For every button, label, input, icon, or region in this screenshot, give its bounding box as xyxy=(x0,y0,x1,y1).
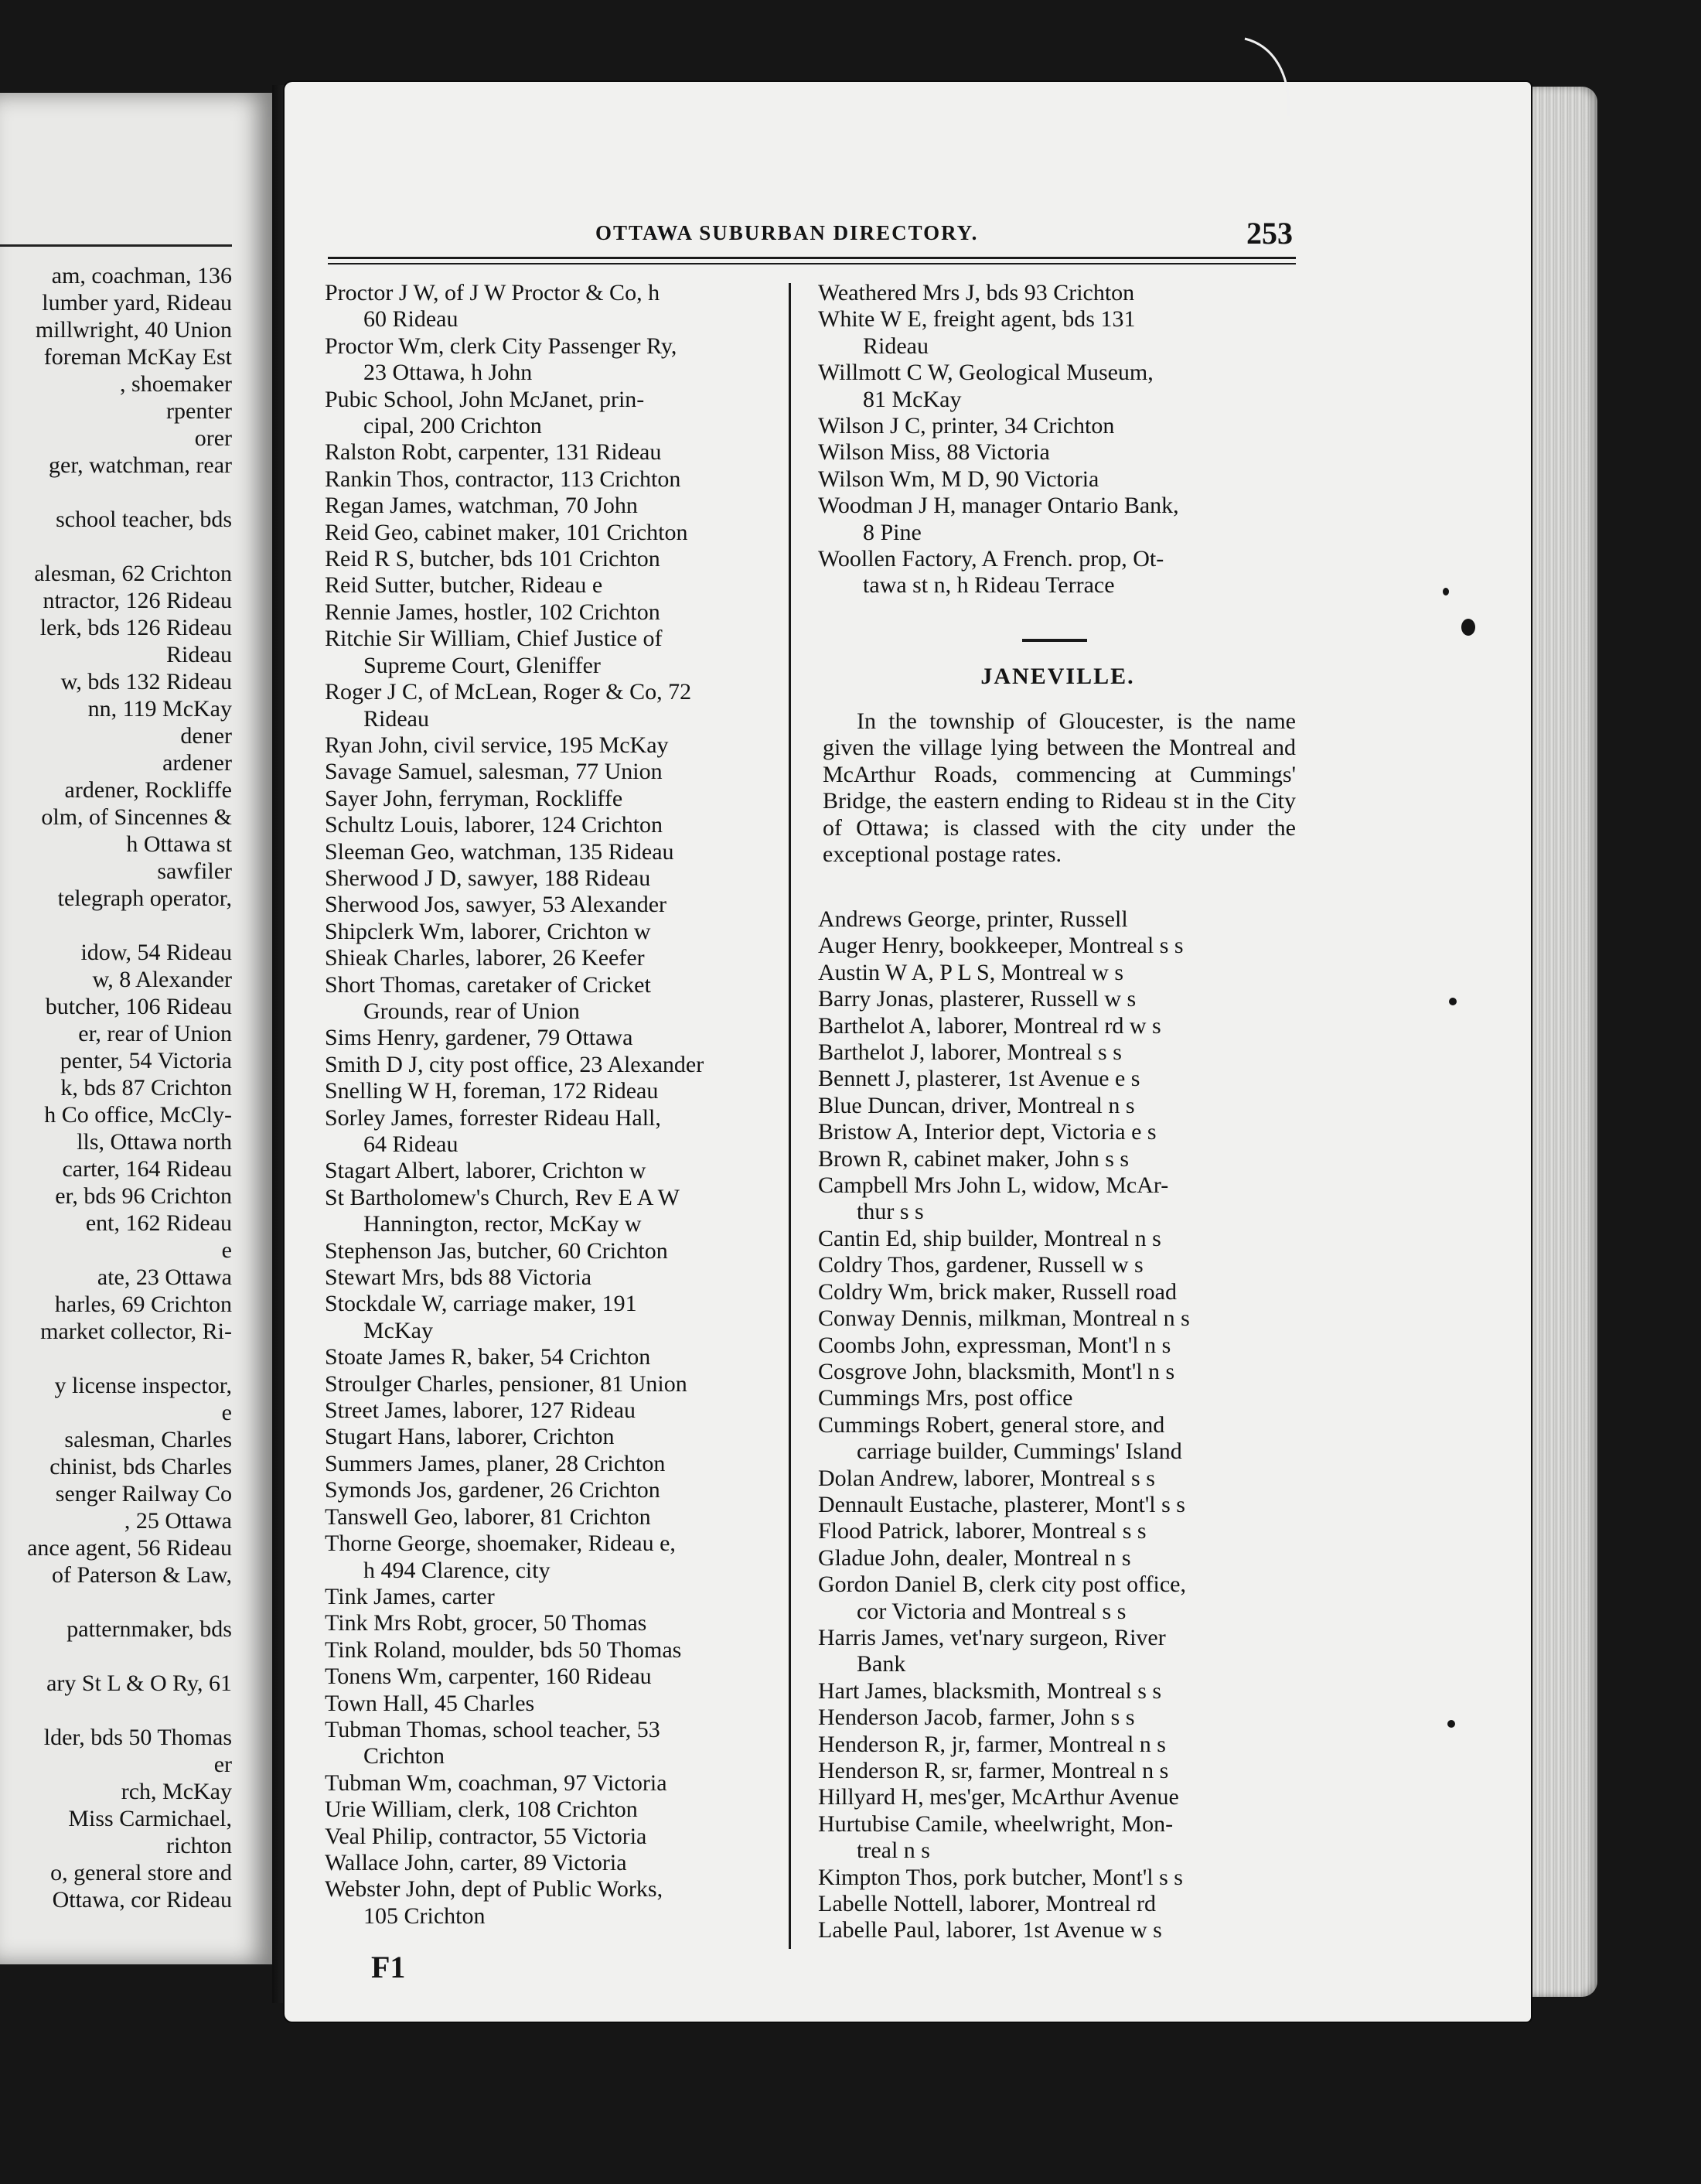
entry-text: Tubman Thomas, school teacher, 53 xyxy=(325,1716,660,1742)
entry-text: Gladue John, dealer, Montreal n s xyxy=(818,1544,1131,1571)
entry-text: Flood Patrick, laborer, Montreal s s xyxy=(818,1518,1147,1544)
entry-text: Ralston Robt, carpenter, 131 Rideau xyxy=(325,439,662,466)
entry-text: Coldry Wm, brick maker, Russell road xyxy=(818,1278,1177,1305)
left-page-line: o, general store and xyxy=(50,1860,232,1885)
entry-continuation: cipal, 200 Crichton xyxy=(363,413,542,439)
directory-entry xyxy=(818,439,1297,466)
entry-text: Stugart Hans, laborer, Crichton xyxy=(325,1424,615,1450)
entry-text: Sleeman Geo, watchman, 135 Rideau xyxy=(325,838,674,865)
directory-entry xyxy=(818,1385,1297,1411)
entry-text: Street James, laborer, 127 Rideau xyxy=(325,1397,636,1424)
entry-continuation: h 494 Clarence, city xyxy=(363,1557,551,1583)
entry-continuation: Rideau xyxy=(863,333,929,359)
left-page-line: lumber yard, Rideau xyxy=(42,290,232,316)
directory-entry xyxy=(818,933,1297,959)
entry-text: Brown R, cabinet maker, John s s xyxy=(818,1145,1130,1172)
janeville-entries xyxy=(818,906,1297,1944)
directory-entry xyxy=(325,679,781,732)
directory-entry xyxy=(325,1504,781,1531)
directory-entry xyxy=(325,520,781,546)
entry-text: Woodman J H, manager Ontario Bank, xyxy=(818,493,1179,519)
directory-entry xyxy=(818,1013,1297,1039)
entry-text: Short Thomas, caretaker of Cricket xyxy=(325,971,651,998)
directory-entry xyxy=(325,1664,781,1690)
directory-column-left xyxy=(325,280,781,1930)
directory-entry xyxy=(818,1678,1297,1705)
directory-entry xyxy=(818,1492,1297,1518)
directory-entry xyxy=(325,1291,781,1344)
entry-text: Rankin Thos, contractor, 113 Crichton xyxy=(325,466,681,492)
directory-entry xyxy=(325,1025,781,1051)
entry-continuation: 8 Pine xyxy=(863,519,922,545)
directory-entry xyxy=(325,759,781,785)
directory-entry xyxy=(325,1185,781,1238)
entry-text: Snelling W H, foreman, 172 Rideau xyxy=(325,1078,659,1104)
entry-text: Weathered Mrs J, bds 93 Crichton xyxy=(818,280,1135,305)
entry-continuation: Supreme Court, Gleniffer xyxy=(363,652,601,678)
entry-text: Sherwood Jos, sawyer, 53 Alexander xyxy=(325,892,667,918)
left-page-line: school teacher, bds xyxy=(56,507,232,532)
entry-text: Smith D J, city post office, 23 Alexander xyxy=(325,1051,704,1077)
directory-entry xyxy=(818,493,1297,546)
directory-entry xyxy=(818,1732,1297,1758)
left-page-line: Miss Carmichael, xyxy=(68,1806,232,1831)
directory-entry xyxy=(325,865,781,892)
entry-text: Stroulger Charles, pensioner, 81 Union xyxy=(325,1370,687,1397)
entry-text: Labelle Paul, laborer, 1st Avenue w s xyxy=(818,1917,1162,1943)
left-page-line: rpenter xyxy=(166,398,232,424)
entry-continuation: Hannington, rector, McKay w xyxy=(363,1211,642,1237)
directory-entry xyxy=(325,1610,781,1636)
entry-text: Barthelot J, laborer, Montreal s s xyxy=(818,1039,1122,1066)
entry-text: Town Hall, 45 Charles xyxy=(325,1690,535,1716)
directory-entry xyxy=(325,839,781,865)
directory-entry xyxy=(325,1824,781,1850)
left-page-line: er, rear of Union xyxy=(78,1021,232,1046)
directory-entry xyxy=(325,1876,781,1930)
entry-text: Henderson R, jr, farmer, Montreal n s xyxy=(818,1731,1166,1757)
entry-text: Reid R S, butcher, bds 101 Crichton xyxy=(325,546,660,572)
directory-entry xyxy=(818,1172,1297,1226)
left-page-line: ger, watchman, rear xyxy=(49,452,232,478)
directory-column-right xyxy=(818,280,1297,599)
entry-text: Reid Sutter, butcher, Rideau e xyxy=(325,572,603,599)
directory-entry xyxy=(325,546,781,572)
entry-text: Tink Mrs Robt, grocer, 50 Thomas xyxy=(325,1610,647,1636)
entry-text: Coombs John, expressman, Mont'l n s xyxy=(818,1332,1171,1358)
directory-entry xyxy=(818,1093,1297,1119)
directory-entry xyxy=(325,599,781,626)
directory-entry xyxy=(325,1105,781,1159)
directory-entry xyxy=(325,919,781,945)
entry-continuation: Rideau xyxy=(363,705,429,732)
entry-text: Sherwood J D, sawyer, 188 Rideau xyxy=(325,865,651,891)
entry-text: Sims Henry, gardener, 79 Ottawa xyxy=(325,1025,633,1051)
left-page-line: senger Railway Co xyxy=(55,1481,232,1507)
directory-entry xyxy=(818,1571,1297,1625)
entry-text: Stephenson Jas, butcher, 60 Crichton xyxy=(325,1237,668,1264)
directory-entry xyxy=(325,626,781,679)
ink-spot xyxy=(1449,998,1457,1005)
directory-entry xyxy=(818,906,1297,933)
left-page-line: olm, of Sincennes & xyxy=(41,804,232,830)
left-page-line: er, bds 96 Crichton xyxy=(55,1183,232,1209)
entry-continuation: McKay xyxy=(363,1317,433,1343)
ink-spot xyxy=(1447,1720,1455,1728)
directory-entry xyxy=(818,1039,1297,1066)
left-page-line: alesman, 62 Crichton xyxy=(34,561,232,586)
directory-entry xyxy=(325,1850,781,1876)
entry-text: Barry Jonas, plasterer, Russell w s xyxy=(818,986,1137,1012)
entry-continuation: cor Victoria and Montreal s s xyxy=(857,1598,1127,1624)
entry-text: Hillyard H, mes'ger, McArthur Avenue xyxy=(818,1784,1179,1810)
entry-text: Wilson J C, printer, 34 Crichton xyxy=(818,413,1115,439)
directory-entry xyxy=(818,413,1297,439)
entry-continuation: Crichton xyxy=(363,1743,445,1769)
directory-entry xyxy=(325,812,781,838)
signature-mark: F1 xyxy=(371,1950,406,1984)
entry-text: Dennault Eustache, plasterer, Mont'l s s xyxy=(818,1491,1185,1517)
directory-entry xyxy=(818,360,1297,413)
entry-continuation: 60 Rideau xyxy=(363,306,458,333)
ink-spot xyxy=(1461,619,1475,636)
directory-entry xyxy=(818,306,1297,360)
left-page-line: orer xyxy=(194,425,232,451)
directory-entry xyxy=(818,1811,1297,1865)
left-page-line: e xyxy=(221,1400,232,1425)
entry-text: Stagart Albert, laborer, Crichton w xyxy=(325,1158,646,1184)
left-page-line: am, coachman, 136 xyxy=(51,263,232,288)
left-page-line: lls, Ottawa north xyxy=(77,1129,232,1155)
entry-continuation: 105 Crichton xyxy=(363,1902,486,1929)
directory-entry xyxy=(818,1412,1297,1466)
left-page-line: idow, 54 Rideau xyxy=(80,940,232,965)
directory-entry xyxy=(325,466,781,493)
entry-text: Shipclerk Wm, laborer, Crichton w xyxy=(325,918,651,944)
directory-entry xyxy=(325,387,781,440)
entry-text: Austin W A, P L S, Montreal w s xyxy=(818,959,1124,985)
entry-text: Auger Henry, bookkeeper, Montreal s s xyxy=(818,933,1184,959)
left-page-line: ent, 162 Rideau xyxy=(85,1210,232,1236)
entry-text: Tanswell Geo, laborer, 81 Crichton xyxy=(325,1503,651,1530)
section-intro: In the township of Gloucester, is the name given the village lying between the Montreal and McArthur Roads, commencing at Cummings' Bridge, the eastern ending to Rideau st in the City of Ottawa; is classed with the city under the exceptional postage rates. xyxy=(823,708,1296,868)
directory-entry xyxy=(325,1424,781,1450)
entry-text: Conway Dennis, milkman, Montreal n s xyxy=(818,1305,1190,1332)
left-page-line: ance agent, 56 Rideau xyxy=(27,1535,232,1561)
left-page-line: ate, 23 Ottawa xyxy=(97,1264,232,1290)
entry-continuation: treal n s xyxy=(857,1838,930,1864)
entry-text: Thorne George, shoemaker, Rideau e, xyxy=(325,1531,676,1557)
directory-entry xyxy=(325,732,781,759)
header-rule xyxy=(328,257,1296,259)
entry-text: Savage Samuel, salesman, 77 Union xyxy=(325,759,663,785)
directory-entry xyxy=(818,960,1297,986)
entry-text: Roger J C, of McLean, Roger & Co, 72 xyxy=(325,679,692,705)
directory-entry xyxy=(818,986,1297,1012)
directory-entry xyxy=(325,572,781,599)
entry-text: Gordon Daniel B, clerk city post office, xyxy=(818,1571,1186,1598)
directory-entry xyxy=(325,1477,781,1503)
directory-entry xyxy=(818,1146,1297,1172)
entry-text: Stoate James R, baker, 54 Crichton xyxy=(325,1344,651,1370)
directory-entry xyxy=(325,493,781,519)
directory-entry xyxy=(818,1226,1297,1252)
left-page-line: sawfiler xyxy=(157,858,232,884)
entry-continuation: 64 Rideau xyxy=(363,1131,458,1157)
entry-continuation: 81 McKay xyxy=(863,386,962,412)
entry-text: Dolan Andrew, laborer, Montreal s s xyxy=(818,1465,1155,1491)
left-page-fragment xyxy=(0,93,272,1964)
left-page-line: , 25 Ottawa xyxy=(124,1508,232,1534)
directory-entry xyxy=(818,1252,1297,1278)
directory-entry xyxy=(325,1691,781,1717)
left-page-line: w, 8 Alexander xyxy=(92,967,232,992)
left-page-line: of Paterson & Law, xyxy=(52,1562,232,1588)
directory-entry xyxy=(325,1531,781,1584)
entry-text: Coldry Thos, gardener, Russell w s xyxy=(818,1252,1144,1278)
entry-text: Labelle Nottell, laborer, Montreal rd xyxy=(818,1891,1156,1917)
directory-entry xyxy=(818,1333,1297,1359)
directory-entry xyxy=(325,1158,781,1184)
directory-entry xyxy=(325,972,781,1025)
entry-text: Pubic School, John McJanet, prin- xyxy=(325,386,645,412)
entry-text: Henderson R, sr, farmer, Montreal n s xyxy=(818,1758,1169,1783)
entry-text: Symonds Jos, gardener, 26 Crichton xyxy=(325,1477,660,1503)
directory-entry xyxy=(325,1797,781,1823)
directory-entry xyxy=(325,1770,781,1797)
entry-text: Blue Duncan, driver, Montreal n s xyxy=(818,1092,1135,1118)
left-page-line: millwright, 40 Union xyxy=(35,317,232,343)
entry-text: Ritchie Sir William, Chief Justice of xyxy=(325,626,663,652)
directory-entry xyxy=(818,1784,1297,1810)
directory-entry xyxy=(818,1625,1297,1678)
left-page-line: h Co office, McCly- xyxy=(44,1102,232,1128)
entry-text: Cummings Robert, general store, and xyxy=(818,1411,1165,1438)
left-page-line: Ottawa, cor Rideau xyxy=(52,1887,232,1913)
entry-text: Tink Roland, moulder, bds 50 Thomas xyxy=(325,1636,682,1663)
entry-continuation: tawa st n, h Rideau Terrace xyxy=(863,572,1115,599)
directory-entry xyxy=(325,1717,781,1770)
entry-text: Proctor Wm, clerk City Passenger Ry, xyxy=(325,333,677,359)
directory-entry xyxy=(818,1359,1297,1385)
directory-entry xyxy=(818,280,1297,306)
entry-text: Veal Philip, contractor, 55 Victoria xyxy=(325,1823,647,1849)
entry-text: Tink James, carter xyxy=(325,1583,495,1609)
entry-text: Tubman Wm, coachman, 97 Victoria xyxy=(325,1769,667,1796)
entry-text: Hart James, blacksmith, Montreal s s xyxy=(818,1677,1162,1704)
directory-entry xyxy=(325,945,781,971)
column-divider xyxy=(789,283,791,1949)
entry-text: Regan James, watchman, 70 John xyxy=(325,493,638,519)
directory-entry xyxy=(818,1891,1297,1917)
left-page-line: lerk, bds 126 Rideau xyxy=(39,615,232,640)
left-page-line: salesman, Charles xyxy=(64,1427,232,1452)
crease-mark xyxy=(1237,31,1314,124)
directory-entry xyxy=(325,1078,781,1104)
left-page-line: e xyxy=(221,1237,232,1263)
ink-spot xyxy=(1443,588,1449,595)
entry-text: Webster John, dept of Public Works, xyxy=(325,1876,663,1902)
left-page-line: market collector, Ri- xyxy=(40,1319,232,1344)
entry-text: Cantin Ed, ship builder, Montreal n s xyxy=(818,1225,1161,1251)
directory-entry xyxy=(818,1466,1297,1492)
left-page-line: patternmaker, bds xyxy=(66,1616,232,1642)
entry-text: St Bartholomew's Church, Rev E A W xyxy=(325,1184,680,1210)
left-header-rule xyxy=(0,244,232,247)
directory-entry xyxy=(818,466,1297,493)
entry-text: Kimpton Thos, pork butcher, Mont'l s s xyxy=(818,1864,1183,1890)
left-page-line: butcher, 106 Rideau xyxy=(45,994,232,1019)
directory-entry xyxy=(325,1584,781,1610)
directory-entry xyxy=(325,1264,781,1291)
entry-text: Shieak Charles, laborer, 26 Keefer xyxy=(325,945,645,971)
left-page-line: telegraph operator, xyxy=(57,886,232,911)
entry-text: Urie William, clerk, 108 Crichton xyxy=(325,1797,638,1823)
entry-text: Wallace John, carter, 89 Victoria xyxy=(325,1849,627,1875)
left-page-line: Rideau xyxy=(166,642,232,667)
directory-entry xyxy=(818,1917,1297,1943)
header-rule xyxy=(328,263,1296,264)
left-page-line: dener xyxy=(180,723,232,749)
directory-entry xyxy=(818,1518,1297,1544)
directory-entry xyxy=(325,280,781,333)
directory-entry xyxy=(325,1344,781,1370)
directory-entry xyxy=(325,1238,781,1264)
entry-text: Cosgrove John, blacksmith, Mont'l n s xyxy=(818,1358,1175,1384)
left-page-line: penter, 54 Victoria xyxy=(60,1048,232,1073)
directory-entry xyxy=(325,892,781,918)
left-page-line: er xyxy=(213,1752,232,1777)
directory-entry xyxy=(325,1451,781,1477)
entry-continuation: 23 Ottawa, h John xyxy=(363,360,533,386)
left-page-line: chinist, bds Charles xyxy=(49,1454,232,1479)
directory-entry xyxy=(818,1758,1297,1784)
left-page-line: ardener, Rockliffe xyxy=(64,777,232,803)
directory-entry xyxy=(818,1119,1297,1145)
entry-text: Bristow A, Interior dept, Victoria e s xyxy=(818,1119,1157,1145)
running-head: OTTAWA SUBURBAN DIRECTORY. xyxy=(595,221,979,244)
left-page-line: ntractor, 126 Rideau xyxy=(43,588,232,613)
left-page-line: rch, McKay xyxy=(121,1779,232,1804)
section-rule xyxy=(1022,639,1087,642)
left-page-line: k, bds 87 Crichton xyxy=(60,1075,232,1101)
entry-continuation: thur s s xyxy=(857,1199,924,1225)
entry-text: Woollen Factory, A French. prop, Ot- xyxy=(818,546,1164,572)
page-number: 253 xyxy=(1246,216,1293,251)
left-page-line: foreman McKay Est xyxy=(43,344,232,370)
entry-text: Harris James, vet'nary surgeon, River xyxy=(818,1624,1166,1650)
entry-text: Campbell Mrs John L, widow, McAr- xyxy=(818,1172,1169,1199)
directory-entry xyxy=(818,1305,1297,1332)
left-page-line: y license inspector, xyxy=(54,1373,232,1398)
left-page-line: nn, 119 McKay xyxy=(87,696,232,722)
left-page-line: richton xyxy=(166,1833,232,1858)
entry-text: Rennie James, hostler, 102 Crichton xyxy=(325,599,660,625)
entry-text: Wilson Miss, 88 Victoria xyxy=(818,439,1050,466)
entry-text: Sorley James, forrester Rideau Hall, xyxy=(325,1104,661,1131)
left-page-line: ary St L & O Ry, 61 xyxy=(46,1670,232,1696)
entry-text: Wilson Wm, M D, 90 Victoria xyxy=(818,466,1099,492)
entry-text: White W E, freight agent, bds 131 xyxy=(818,306,1136,333)
directory-entry xyxy=(818,1865,1297,1891)
entry-text: Willmott C W, Geological Museum, xyxy=(818,360,1154,386)
entry-text: Hurtubise Camile, wheelwright, Mon- xyxy=(818,1810,1174,1837)
left-page-line: h Ottawa st xyxy=(126,831,232,857)
entry-text: Henderson Jacob, farmer, John s s xyxy=(818,1705,1135,1731)
entry-text: Stockdale W, carriage maker, 191 xyxy=(325,1291,637,1317)
entry-text: Cummings Mrs, post office xyxy=(818,1385,1073,1411)
directory-entry xyxy=(818,1066,1297,1092)
entry-text: Barthelot A, laborer, Montreal rd w s xyxy=(818,1012,1161,1039)
entry-text: Stewart Mrs, bds 88 Victoria xyxy=(325,1264,592,1291)
left-page-line: harles, 69 Crichton xyxy=(54,1292,232,1317)
left-page-line: lder, bds 50 Thomas xyxy=(43,1725,232,1750)
directory-entry xyxy=(325,1052,781,1078)
entry-text: Bennett J, plasterer, 1st Avenue e s xyxy=(818,1066,1140,1092)
left-page-line: , shoemaker xyxy=(120,371,232,397)
entry-text: Schultz Louis, laborer, 124 Crichton xyxy=(325,812,663,838)
directory-entry xyxy=(325,1637,781,1664)
entry-continuation: Grounds, rear of Union xyxy=(363,998,580,1024)
directory-entry xyxy=(818,1705,1297,1731)
entry-text: Proctor J W, of J W Proctor & Co, h xyxy=(325,280,660,305)
entry-continuation: Bank xyxy=(857,1651,906,1677)
directory-entry xyxy=(818,1279,1297,1305)
directory-entry xyxy=(325,1371,781,1397)
directory-entry xyxy=(325,439,781,466)
entry-continuation: carriage builder, Cummings' Island xyxy=(857,1438,1182,1465)
left-page-line: w, bds 132 Rideau xyxy=(60,669,232,694)
directory-entry xyxy=(325,1397,781,1424)
left-page-line: ardener xyxy=(162,750,232,776)
entry-text: Ryan John, civil service, 195 McKay xyxy=(325,732,669,758)
entry-text: Reid Geo, cabinet maker, 101 Crichton xyxy=(325,519,688,545)
directory-entry xyxy=(325,786,781,812)
entry-text: Summers James, planer, 28 Crichton xyxy=(325,1450,666,1476)
page-header xyxy=(325,216,1299,252)
entry-text: Sayer John, ferryman, Rockliffe xyxy=(325,785,623,811)
left-page-line: carter, 164 Rideau xyxy=(62,1156,232,1182)
section-title: JANEVILLE. xyxy=(980,664,1135,689)
directory-entry xyxy=(818,1545,1297,1571)
entry-text: Tonens Wm, carpenter, 160 Rideau xyxy=(325,1664,652,1690)
directory-entry xyxy=(325,333,781,387)
directory-entry xyxy=(818,546,1297,599)
entry-text: Andrews George, printer, Russell xyxy=(818,906,1128,932)
